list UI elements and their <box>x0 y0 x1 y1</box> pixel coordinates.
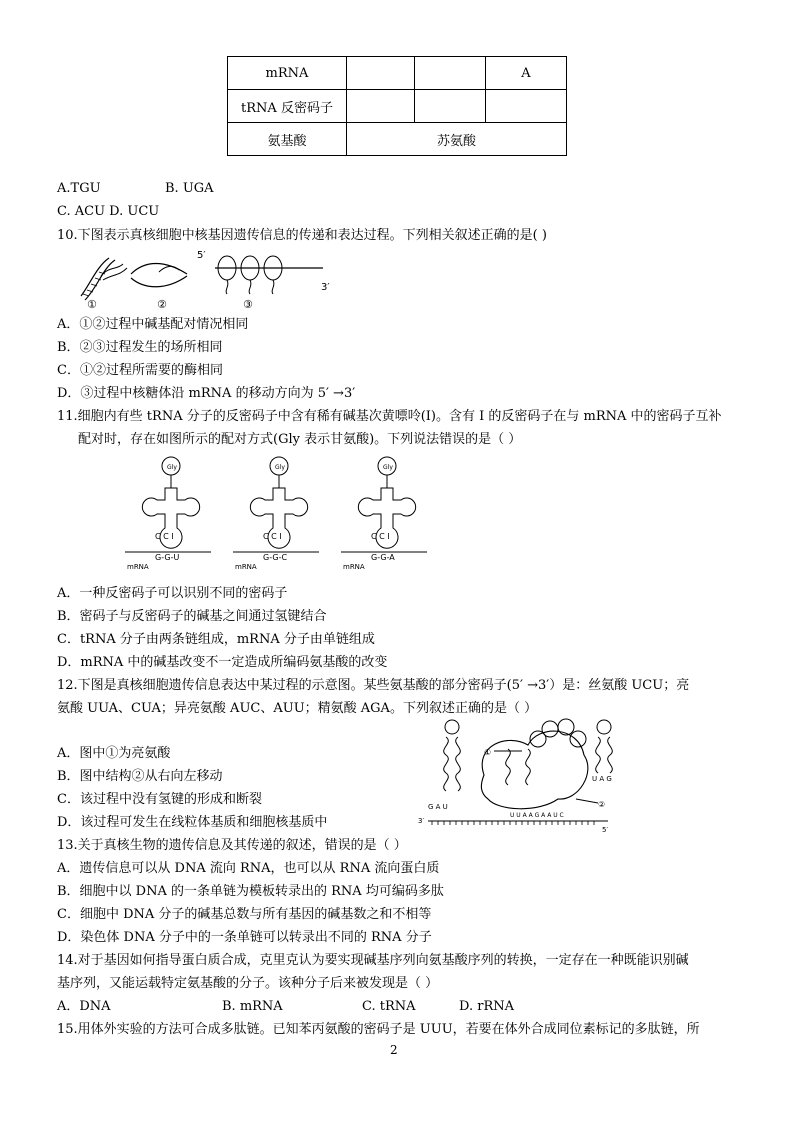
right-anticodon: U A G <box>592 775 612 783</box>
q10-option-a: A．①②过程中碱基配对情况相同 <box>57 317 249 332</box>
table-cell <box>347 90 415 123</box>
gly-label: Gly <box>167 464 177 471</box>
q12-stem-line2: 氨酸 UUA、CUA；异亮氨酸 AUC、AUU；精氨酸 AGA。下列叙述正确的是（ ） <box>57 701 538 716</box>
q9-option-a: A.TGU <box>57 181 101 196</box>
mrna-label: mRNA <box>235 563 257 571</box>
codon-label: G-G-A <box>371 553 395 562</box>
table-row <box>228 57 567 90</box>
fig-label-2: ② <box>157 298 167 311</box>
anticodon-label: C C I <box>263 532 282 541</box>
q11-stem-line2: 配对时，存在如图所示的配对方式(Gly 表示甘氨酸)。下列说法错误的是（ ） <box>78 432 522 447</box>
gly-label: Gly <box>275 464 285 471</box>
q10-option-c: C．①②过程所需要的酶相同 <box>57 363 223 378</box>
q11-figure <box>125 452 460 576</box>
page-number: 2 <box>390 1043 398 1057</box>
q10-option-d: D．③过程中核糖体沿 mRNA 的移动方向为 5′ →3′ <box>57 386 356 401</box>
table-cell: 苏氨酸 <box>347 123 567 156</box>
fig-label-3: ③ <box>243 298 253 311</box>
q14-stem-line1: 14.对于基因如何指导蛋白质合成，克里克认为要实现碱基序列向氨基酸序列的转换，一定存在一种既能识别碱 <box>57 953 689 968</box>
anticodon-label: C C I <box>371 532 390 541</box>
trna-diagram-3 <box>341 457 427 571</box>
table-row <box>228 123 567 156</box>
q12-option-b: B．图中结构②从右向左移动 <box>57 769 223 784</box>
mrna-sequence: U U A A G A A U C <box>510 812 564 819</box>
q11-option-c: C．tRNA 分子由两条链组成，mRNA 分子由单链组成 <box>57 632 375 647</box>
q11-option-b: B．密码子与反密码子的碱基之间通过氢键结合 <box>57 609 327 624</box>
table-cell <box>415 57 486 90</box>
q10-stem: 10.下图表示真核细胞中核基因遗传信息的传递和表达过程。下列相关叙述正确的是( ) <box>57 228 547 243</box>
q14-stem-line2: 基序列，又能运载特定氨基酸的分子。该种分子后来被发现是（ ） <box>57 976 439 991</box>
fig-three-prime: 3′ <box>321 282 330 293</box>
fig-label-1: ① <box>87 298 97 311</box>
label-2: ② <box>598 800 606 809</box>
table-row <box>228 90 567 123</box>
gly-label: Gly <box>383 464 393 471</box>
trna-diagram-1 <box>125 457 211 571</box>
q12-stem-line1: 12.下图是真核细胞遗传信息表达中某过程的示意图。某些氨基酸的部分密码子(5′ →3′）是：丝氨酸 UCU；亮 <box>57 678 690 693</box>
q11-stem-line1: 11.细胞内有些 tRNA 分子的反密码子中含有稀有碱基次黄嘌呤(I)。含有 I 的反密码子在与 mRNA 中的密码子互补 <box>57 409 722 424</box>
trna-diagram-2 <box>233 457 319 571</box>
q9-option-cd: C. ACU D. UCU <box>57 204 160 219</box>
q14-option-c: C. tRNA <box>362 999 416 1014</box>
codon-label: G-G-C <box>263 553 288 562</box>
table-cell: tRNA 反密码子 <box>228 90 347 123</box>
mrna-three-prime: 3′ <box>418 817 425 825</box>
codon-table <box>227 56 567 156</box>
q13-stem: 13.关于真核生物的遗传信息及其传递的叙述，错误的是（ ） <box>57 838 407 853</box>
table-cell: A <box>486 57 567 90</box>
q12-option-a: A．图中①为亮氨酸 <box>57 746 171 761</box>
anticodon-label: C C I <box>155 532 174 541</box>
q14-option-a: A．DNA <box>57 999 111 1014</box>
q11-option-d: D．mRNA 中的碱基改变不一定造成所编码氨基酸的改变 <box>57 655 388 670</box>
table-cell <box>347 57 415 90</box>
q11-option-a: A．一种反密码子可以识别不同的密码子 <box>57 586 288 601</box>
table-cell: mRNA <box>228 57 347 90</box>
table-cell <box>486 90 567 123</box>
q14-option-d: D. rRNA <box>459 999 514 1014</box>
fig-five-prime: 5′ <box>197 250 206 261</box>
q9-option-b: B. UGA <box>165 181 214 196</box>
q13-option-a: A．遗传信息可以从 DNA 流向 RNA，也可以从 RNA 流向蛋白质 <box>57 861 440 876</box>
mrna-five-prime: 5′ <box>602 826 609 834</box>
q14-option-b: B. mRNA <box>222 999 283 1014</box>
q10-option-b: B．②③过程发生的场所相同 <box>57 340 223 355</box>
table-cell <box>415 90 486 123</box>
mrna-label: mRNA <box>343 563 365 571</box>
codon-label: G-G-U <box>155 553 180 562</box>
q13-option-b: B．细胞中以 DNA 的一条单链为模板转录出的 RNA 均可编码多肽 <box>57 884 444 899</box>
q15-stem: 15.用体外实验的方法可合成多肽链。已知苯丙氨酸的密码子是 UUU，若要在体外合成同位素标记的多肽链，所 <box>57 1022 700 1037</box>
q12-figure <box>418 715 618 835</box>
left-anticodon: G A U <box>428 803 448 811</box>
q12-option-c: C．该过程中没有氢键的形成和断裂 <box>57 792 262 807</box>
mrna-label: mRNA <box>127 563 149 571</box>
q12-option-d: D．该过程可发生在线粒体基质和细胞核基质中 <box>57 815 328 830</box>
q13-option-d: D．染色体 DNA 分子中的一条单链可以转录出不同的 RNA 分子 <box>57 930 432 945</box>
q13-option-c: C．细胞中 DNA 分子的碱基总数与所有基因的碱基数之和不相等 <box>57 907 432 922</box>
q10-figure <box>75 246 335 312</box>
table-cell: 氨基酸 <box>228 123 347 156</box>
label-1: ① <box>484 748 492 757</box>
